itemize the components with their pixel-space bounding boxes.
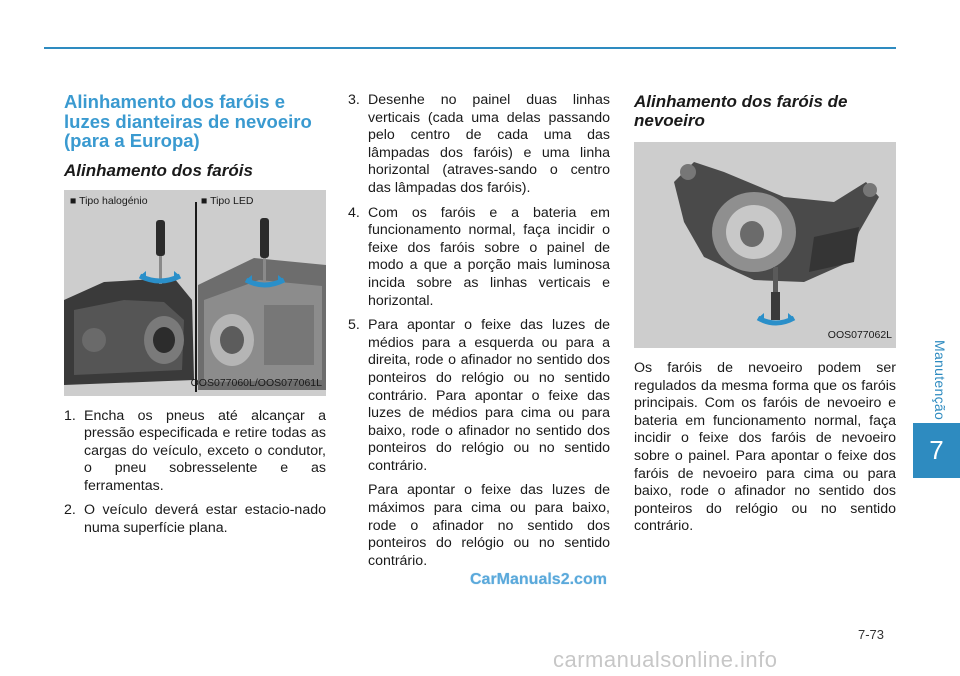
page-number: 7-73 [858, 627, 885, 642]
figure-divider [195, 202, 197, 392]
label-led-type: ■ Tipo LED [201, 194, 254, 207]
step-continuation: Para apontar o feixe das luzes de máximos para cima ou para baixo, rode o afinador no sentido dos ponteiros do relógio ou no sentido contrário. [368, 482, 610, 569]
right-column [634, 92, 896, 536]
list-item: 3. Desenhe no painel duas linhas verticais (cada uma delas passando pelo centro de cada uma das lâmpadas dos faróis) e uma linha horizontal (atraves-sando o centro das lâmpadas dos faróis). [348, 92, 610, 196]
list-item: 4. Com os faróis e a bateria em funcionamento normal, faça incidir o feixe dos faróis sobre o painel de modo a que a porção mais luminosa incida sobre as linhas verticais e horizontal. [348, 204, 610, 309]
middle-column [348, 92, 610, 570]
list-item: 1. Encha os pneus até alcançar a pressão especificada e retire todas as cargas do veículo, exceto o condutor, o pneu sobresselente e as ferramentas. [64, 407, 326, 494]
header-rule [44, 47, 896, 49]
fog-lamp-paragraph: Os faróis de nevoeiro podem ser regulados da mesma forma que os faróis principais. Com os faróis de nevoeiro e bateria em funcionamento normal, faça incidir o feixe dos faróis de nevoeiro sobre o painel. Para apontar o feixe dos faróis de nevoeiro para cima ou para baixo, rode o afinador no sentido dos ponteiros do relógio ou no sentido contrário. [634, 360, 896, 535]
watermark-link[interactable]: CarManuals2.com [470, 571, 607, 588]
figure-caption: OOS077062L [827, 329, 892, 342]
chapter-tab[interactable] [913, 423, 960, 478]
chapter-number: 7 [929, 435, 944, 465]
fog-lamp-illustration [634, 142, 896, 348]
subheading-headlamp-aiming: Alinhamento dos faróis [64, 160, 253, 180]
left-column [64, 92, 326, 545]
section-title: Alinhamento dos faróis e luzes dianteiras de nevoeiro (para a Europa) [64, 91, 312, 151]
headlamp-aiming-figure [64, 190, 326, 396]
chapter-side-label: Manutenção [932, 340, 948, 421]
steps-list [64, 408, 326, 538]
list-item: 2. O veículo deverá estar estacio-nado numa superfície plana. [64, 502, 326, 537]
steps-list-continued [348, 92, 610, 475]
list-item: 5. Para apontar o feixe das luzes de médios para a esquerda ou para a direita, rode o afinador no sentido dos ponteiros do relógio ou no sentido contrário. Para apontar o feixe das luzes de médios para cima ou para baixo, rode o afinador no sentido dos ponteiros do relógio ou no sentido contrário. [348, 317, 610, 474]
footer-watermark[interactable]: carmanualsonline.info [553, 647, 778, 672]
fog-lamp-figure [634, 142, 896, 348]
subheading-fog-lamp-aiming: Alinhamento dos faróis de nevoeiro [634, 92, 848, 130]
figure-caption: OOS077060L/OOS077061L [190, 376, 322, 389]
label-halogen-type: ■ Tipo halogénio [70, 194, 148, 207]
